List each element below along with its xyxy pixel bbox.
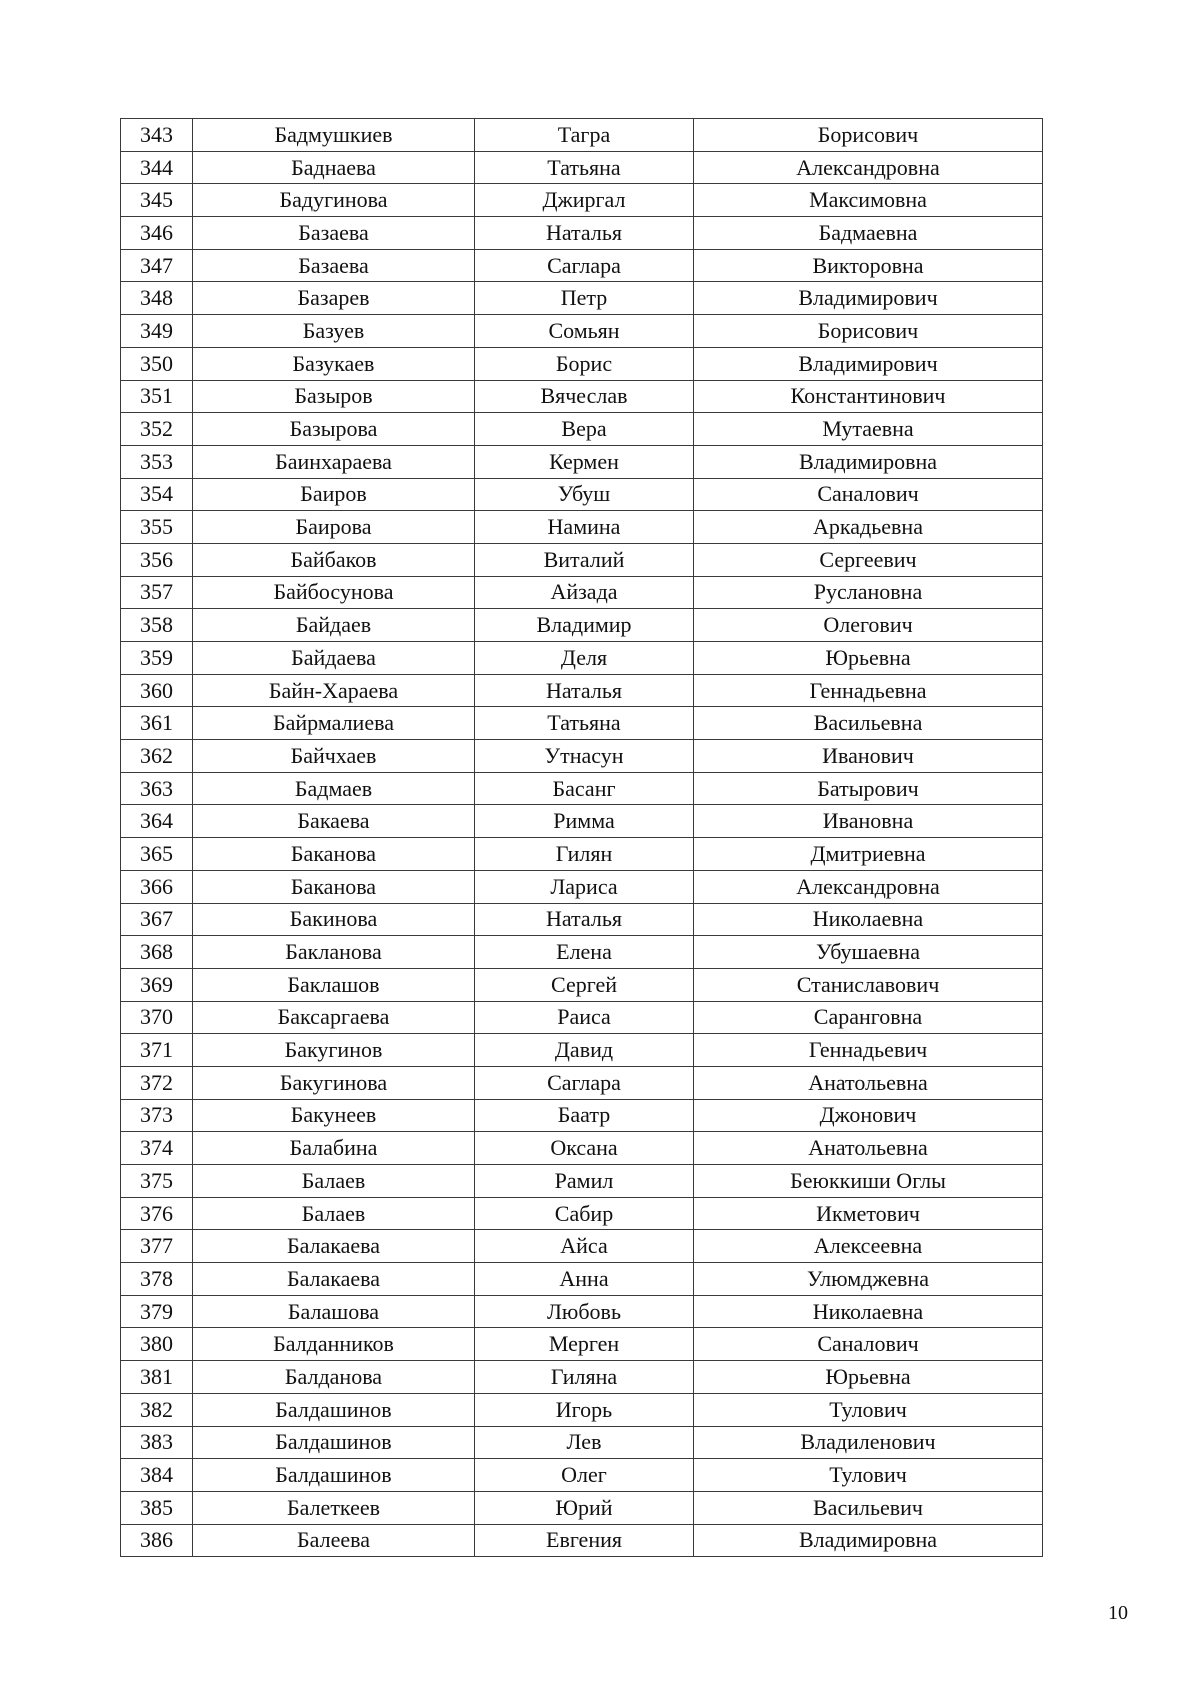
first-name-cell: Гиляна: [475, 1361, 694, 1394]
table-row: [121, 1393, 1043, 1426]
patronymic-cell: Владимировна: [694, 1524, 1043, 1557]
patronymic-cell: Саналович: [694, 478, 1043, 511]
first-name-cell: Наталья: [475, 217, 694, 250]
row-number-cell: 351: [121, 380, 193, 413]
patronymic-cell: Сергеевич: [694, 543, 1043, 576]
first-name-cell: Сергей: [475, 968, 694, 1001]
table-row: [121, 1524, 1043, 1557]
row-number-cell: 344: [121, 151, 193, 184]
patronymic-cell: Улюмджевна: [694, 1263, 1043, 1296]
first-name-cell: Деля: [475, 642, 694, 675]
surname-cell: Базаева: [193, 249, 475, 282]
surname-cell: Байн-Хараева: [193, 674, 475, 707]
row-number-cell: 381: [121, 1361, 193, 1394]
surname-cell: Балаев: [193, 1197, 475, 1230]
table-row: [121, 151, 1043, 184]
patronymic-cell: Владимирович: [694, 347, 1043, 380]
first-name-cell: Любовь: [475, 1295, 694, 1328]
surname-cell: Байчхаев: [193, 740, 475, 773]
row-number-cell: 378: [121, 1263, 193, 1296]
row-number-cell: 374: [121, 1132, 193, 1165]
surname-cell: Бакунеев: [193, 1099, 475, 1132]
patronymic-cell: Юрьевна: [694, 642, 1043, 675]
table-row: [121, 740, 1043, 773]
row-number-cell: 382: [121, 1393, 193, 1426]
table-row: [121, 249, 1043, 282]
first-name-cell: Наталья: [475, 674, 694, 707]
row-number-cell: 359: [121, 642, 193, 675]
first-name-cell: Борис: [475, 347, 694, 380]
surname-cell: Балдашинов: [193, 1426, 475, 1459]
surname-cell: Базыров: [193, 380, 475, 413]
table-row: [121, 347, 1043, 380]
name-list-table: [120, 118, 1043, 1557]
row-number-cell: 369: [121, 968, 193, 1001]
first-name-cell: Кермен: [475, 445, 694, 478]
first-name-cell: Саглара: [475, 249, 694, 282]
table-row: [121, 1361, 1043, 1394]
patronymic-cell: Джонович: [694, 1099, 1043, 1132]
table-row: [121, 413, 1043, 446]
surname-cell: Базуев: [193, 315, 475, 348]
table-row: [121, 184, 1043, 217]
table-row: [121, 511, 1043, 544]
first-name-cell: Евгения: [475, 1524, 694, 1557]
first-name-cell: Лев: [475, 1426, 694, 1459]
surname-cell: Балдашинов: [193, 1459, 475, 1492]
page-number: 10: [1108, 1602, 1128, 1624]
patronymic-cell: Саналович: [694, 1328, 1043, 1361]
surname-cell: Балабина: [193, 1132, 475, 1165]
surname-cell: Баксаргаева: [193, 1001, 475, 1034]
table-row: [121, 445, 1043, 478]
surname-cell: Балданников: [193, 1328, 475, 1361]
table-row: [121, 772, 1043, 805]
table-row: [121, 1001, 1043, 1034]
patronymic-cell: Борисович: [694, 315, 1043, 348]
table-row: [121, 119, 1043, 152]
surname-cell: Байдаева: [193, 642, 475, 675]
table-row: [121, 1165, 1043, 1198]
row-number-cell: 373: [121, 1099, 193, 1132]
patronymic-cell: Саранговна: [694, 1001, 1043, 1034]
row-number-cell: 364: [121, 805, 193, 838]
table-row: [121, 1066, 1043, 1099]
first-name-cell: Мерген: [475, 1328, 694, 1361]
surname-cell: Баканова: [193, 838, 475, 871]
patronymic-cell: Руслановна: [694, 576, 1043, 609]
table-row: [121, 1263, 1043, 1296]
table-row: [121, 968, 1043, 1001]
patronymic-cell: Владимирович: [694, 282, 1043, 315]
first-name-cell: Оксана: [475, 1132, 694, 1165]
patronymic-cell: Ивановна: [694, 805, 1043, 838]
row-number-cell: 370: [121, 1001, 193, 1034]
patronymic-cell: Станиславович: [694, 968, 1043, 1001]
table-row: [121, 903, 1043, 936]
row-number-cell: 366: [121, 870, 193, 903]
surname-cell: Баинхараева: [193, 445, 475, 478]
row-number-cell: 386: [121, 1524, 193, 1557]
surname-cell: Бакинова: [193, 903, 475, 936]
table-row: [121, 543, 1043, 576]
table-row: [121, 1197, 1043, 1230]
row-number-cell: 365: [121, 838, 193, 871]
row-number-cell: 379: [121, 1295, 193, 1328]
row-number-cell: 384: [121, 1459, 193, 1492]
row-number-cell: 361: [121, 707, 193, 740]
patronymic-cell: Александровна: [694, 870, 1043, 903]
first-name-cell: Убуш: [475, 478, 694, 511]
patronymic-cell: Викторовна: [694, 249, 1043, 282]
patronymic-cell: Владимировна: [694, 445, 1043, 478]
table-row: [121, 1328, 1043, 1361]
row-number-cell: 375: [121, 1165, 193, 1198]
surname-cell: Базукаев: [193, 347, 475, 380]
surname-cell: Базарев: [193, 282, 475, 315]
surname-cell: Балданова: [193, 1361, 475, 1394]
patronymic-cell: Максимовна: [694, 184, 1043, 217]
table-row: [121, 1491, 1043, 1524]
surname-cell: Бакаева: [193, 805, 475, 838]
first-name-cell: Саглара: [475, 1066, 694, 1099]
first-name-cell: Виталий: [475, 543, 694, 576]
first-name-cell: Джиргал: [475, 184, 694, 217]
first-name-cell: Анна: [475, 1263, 694, 1296]
surname-cell: Бадугинова: [193, 184, 475, 217]
row-number-cell: 353: [121, 445, 193, 478]
table-row: [121, 282, 1043, 315]
table-row: [121, 1132, 1043, 1165]
table-row: [121, 1295, 1043, 1328]
surname-cell: Байрмалиева: [193, 707, 475, 740]
first-name-cell: Татьяна: [475, 707, 694, 740]
row-number-cell: 347: [121, 249, 193, 282]
first-name-cell: Лариса: [475, 870, 694, 903]
surname-cell: Баирова: [193, 511, 475, 544]
table-row: [121, 805, 1043, 838]
patronymic-cell: Александровна: [694, 151, 1043, 184]
first-name-cell: Гилян: [475, 838, 694, 871]
row-number-cell: 350: [121, 347, 193, 380]
first-name-cell: Баатр: [475, 1099, 694, 1132]
patronymic-cell: Дмитриевна: [694, 838, 1043, 871]
row-number-cell: 355: [121, 511, 193, 544]
surname-cell: Бакланова: [193, 936, 475, 969]
surname-cell: Бадмушкиев: [193, 119, 475, 152]
row-number-cell: 377: [121, 1230, 193, 1263]
row-number-cell: 362: [121, 740, 193, 773]
table-row: [121, 1099, 1043, 1132]
surname-cell: Балдашинов: [193, 1393, 475, 1426]
surname-cell: Байдаев: [193, 609, 475, 642]
patronymic-cell: Васильевна: [694, 707, 1043, 740]
surname-cell: Байбаков: [193, 543, 475, 576]
first-name-cell: Басанг: [475, 772, 694, 805]
row-number-cell: 368: [121, 936, 193, 969]
patronymic-cell: Тулович: [694, 1393, 1043, 1426]
table-row: [121, 642, 1043, 675]
surname-cell: Баклашов: [193, 968, 475, 1001]
first-name-cell: Елена: [475, 936, 694, 969]
surname-cell: Баканова: [193, 870, 475, 903]
table-row: [121, 315, 1043, 348]
first-name-cell: Утнасун: [475, 740, 694, 773]
row-number-cell: 352: [121, 413, 193, 446]
table-row: [121, 478, 1043, 511]
row-number-cell: 343: [121, 119, 193, 152]
table-row: [121, 609, 1043, 642]
surname-cell: Баднаева: [193, 151, 475, 184]
row-number-cell: 345: [121, 184, 193, 217]
first-name-cell: Раиса: [475, 1001, 694, 1034]
row-number-cell: 349: [121, 315, 193, 348]
row-number-cell: 354: [121, 478, 193, 511]
surname-cell: Балеева: [193, 1524, 475, 1557]
row-number-cell: 357: [121, 576, 193, 609]
surname-cell: Балакаева: [193, 1230, 475, 1263]
surname-cell: Балаев: [193, 1165, 475, 1198]
row-number-cell: 367: [121, 903, 193, 936]
patronymic-cell: Убушаевна: [694, 936, 1043, 969]
row-number-cell: 346: [121, 217, 193, 250]
patronymic-cell: Батырович: [694, 772, 1043, 805]
patronymic-cell: Мутаевна: [694, 413, 1043, 446]
surname-cell: Баиров: [193, 478, 475, 511]
surname-cell: Балеткеев: [193, 1491, 475, 1524]
patronymic-cell: Николаевна: [694, 903, 1043, 936]
patronymic-cell: Тулович: [694, 1459, 1043, 1492]
first-name-cell: Римма: [475, 805, 694, 838]
first-name-cell: Намина: [475, 511, 694, 544]
table-row: [121, 838, 1043, 871]
surname-cell: Байбосунова: [193, 576, 475, 609]
row-number-cell: 356: [121, 543, 193, 576]
patronymic-cell: Икметович: [694, 1197, 1043, 1230]
table-row: [121, 707, 1043, 740]
table-row: [121, 1034, 1043, 1067]
surname-cell: Базаева: [193, 217, 475, 250]
first-name-cell: Вера: [475, 413, 694, 446]
first-name-cell: Айса: [475, 1230, 694, 1263]
surname-cell: Балакаева: [193, 1263, 475, 1296]
table-row: [121, 674, 1043, 707]
first-name-cell: Сабир: [475, 1197, 694, 1230]
patronymic-cell: Константинович: [694, 380, 1043, 413]
row-number-cell: 380: [121, 1328, 193, 1361]
row-number-cell: 383: [121, 1426, 193, 1459]
table-row: [121, 380, 1043, 413]
patronymic-cell: Геннадьевна: [694, 674, 1043, 707]
row-number-cell: 360: [121, 674, 193, 707]
patronymic-cell: Геннадьевич: [694, 1034, 1043, 1067]
table-row: [121, 870, 1043, 903]
table-row: [121, 936, 1043, 969]
row-number-cell: 358: [121, 609, 193, 642]
row-number-cell: 385: [121, 1491, 193, 1524]
first-name-cell: Тагра: [475, 119, 694, 152]
first-name-cell: Юрий: [475, 1491, 694, 1524]
first-name-cell: Вячеслав: [475, 380, 694, 413]
patronymic-cell: Алексеевна: [694, 1230, 1043, 1263]
first-name-cell: Олег: [475, 1459, 694, 1492]
first-name-cell: Наталья: [475, 903, 694, 936]
patronymic-cell: Иванович: [694, 740, 1043, 773]
row-number-cell: 376: [121, 1197, 193, 1230]
first-name-cell: Сомьян: [475, 315, 694, 348]
first-name-cell: Рамил: [475, 1165, 694, 1198]
surname-cell: Базырова: [193, 413, 475, 446]
patronymic-cell: Бадмаевна: [694, 217, 1043, 250]
surname-cell: Балашова: [193, 1295, 475, 1328]
patronymic-cell: Аркадьевна: [694, 511, 1043, 544]
patronymic-cell: Васильевич: [694, 1491, 1043, 1524]
table-row: [121, 1459, 1043, 1492]
surname-cell: Бадмаев: [193, 772, 475, 805]
first-name-cell: Татьяна: [475, 151, 694, 184]
patronymic-cell: Олегович: [694, 609, 1043, 642]
patronymic-cell: Анатольевна: [694, 1066, 1043, 1099]
row-number-cell: 348: [121, 282, 193, 315]
row-number-cell: 372: [121, 1066, 193, 1099]
patronymic-cell: Владиленович: [694, 1426, 1043, 1459]
row-number-cell: 363: [121, 772, 193, 805]
patronymic-cell: Юрьевна: [694, 1361, 1043, 1394]
first-name-cell: Давид: [475, 1034, 694, 1067]
table-row: [121, 1426, 1043, 1459]
first-name-cell: Игорь: [475, 1393, 694, 1426]
patronymic-cell: Анатольевна: [694, 1132, 1043, 1165]
first-name-cell: Владимир: [475, 609, 694, 642]
surname-cell: Бакугинов: [193, 1034, 475, 1067]
name-list-body: [121, 119, 1043, 1557]
surname-cell: Бакугинова: [193, 1066, 475, 1099]
first-name-cell: Айзада: [475, 576, 694, 609]
row-number-cell: 371: [121, 1034, 193, 1067]
first-name-cell: Петр: [475, 282, 694, 315]
patronymic-cell: Николаевна: [694, 1295, 1043, 1328]
patronymic-cell: Борисович: [694, 119, 1043, 152]
table-row: [121, 576, 1043, 609]
patronymic-cell: Беюккиши Оглы: [694, 1165, 1043, 1198]
table-row: [121, 1230, 1043, 1263]
table-row: [121, 217, 1043, 250]
